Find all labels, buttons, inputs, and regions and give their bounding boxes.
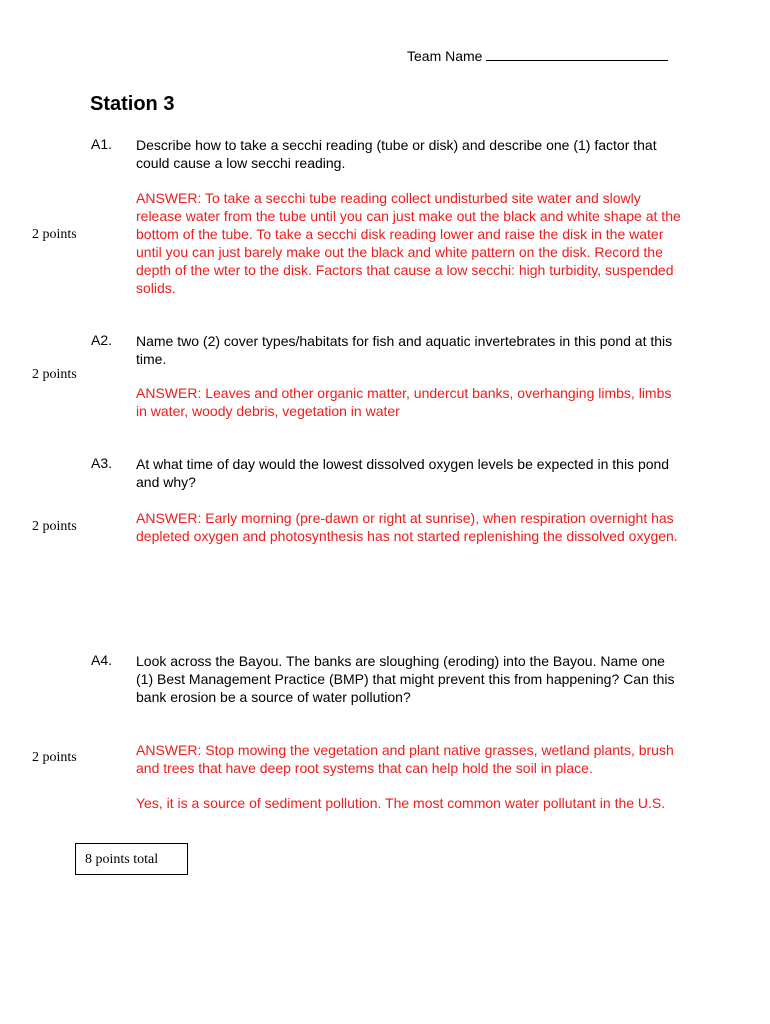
- question-text-a2: Name two (2) cover types/habitats for fish and aquatic invertebrates in this pond at this time.: [136, 333, 673, 367]
- points-label-a3: 2 points: [32, 519, 77, 534]
- team-name-blank-line: [486, 47, 668, 61]
- question-number-a2: A2.: [91, 332, 113, 348]
- points-total-box: 8 points total: [75, 843, 188, 875]
- question-text-a1: Describe how to take a secchi reading (tube or disk) and describe one (1) factor that could cause a low secchi reading.: [136, 137, 657, 171]
- answer-text-a2: ANSWER: Leaves and other organic matter, undercut banks, overhanging limbs, limbs in water, woody debris, vegetation in water: [136, 385, 672, 419]
- question-text-a4: Look across the Bayou. The banks are sloughing (eroding) into the Bayou. Name one (1) Best Management Practice (BMP) that might prevent this from happening? Can this bank erosion be a source of water pollution?: [136, 653, 675, 705]
- question-number-a4: A4.: [91, 652, 113, 668]
- page-title: Station 3: [90, 93, 175, 115]
- answer-text-a4-note: Yes, it is a source of sediment pollution. The most common water pollutant in the U.S.: [136, 795, 666, 811]
- answer-block-a1: [136, 189, 686, 314]
- answer-block-a2: [136, 384, 686, 437]
- answer-block-a3: [136, 509, 686, 562]
- points-label-a1: 2 points: [32, 227, 77, 242]
- points-label-a2: 2 points: [32, 367, 77, 382]
- answer-text-a4: ANSWER: Stop mowing the vegetation and plant native grasses, wetland plants, brush and trees that have deep root systems that can help hold the soil in place.: [136, 742, 674, 776]
- question-text-a3: At what time of day would the lowest dissolved oxygen levels be expected in this pond and why?: [136, 456, 670, 490]
- points-label-a4: 2 points: [32, 750, 77, 765]
- answer-text-a1: ANSWER: To take a secchi tube reading collect undisturbed site water and slowly release water from the tube until you can just make out the black and white shape at the bottom of the tube. To take a secchi disk reading lower and raise the disk in the water until you can just barely make out the black and white pattern on the disk. Record the depth of the wter to the disk. Factors that cause a low secchi: high turbidity, suspended solids.: [136, 190, 681, 296]
- team-name-label: Team Name: [407, 48, 483, 64]
- team-name-field: [407, 47, 668, 64]
- question-number-a1: A1.: [91, 136, 113, 152]
- answer-block-a4: [136, 741, 686, 829]
- answer-text-a3: ANSWER: Early morning (pre-dawn or right at sunrise), when respiration overnight has depleted oxygen and photosynthesis has not started replenishing the dissolved oxygen.: [136, 510, 678, 544]
- question-number-a3: A3.: [91, 455, 113, 471]
